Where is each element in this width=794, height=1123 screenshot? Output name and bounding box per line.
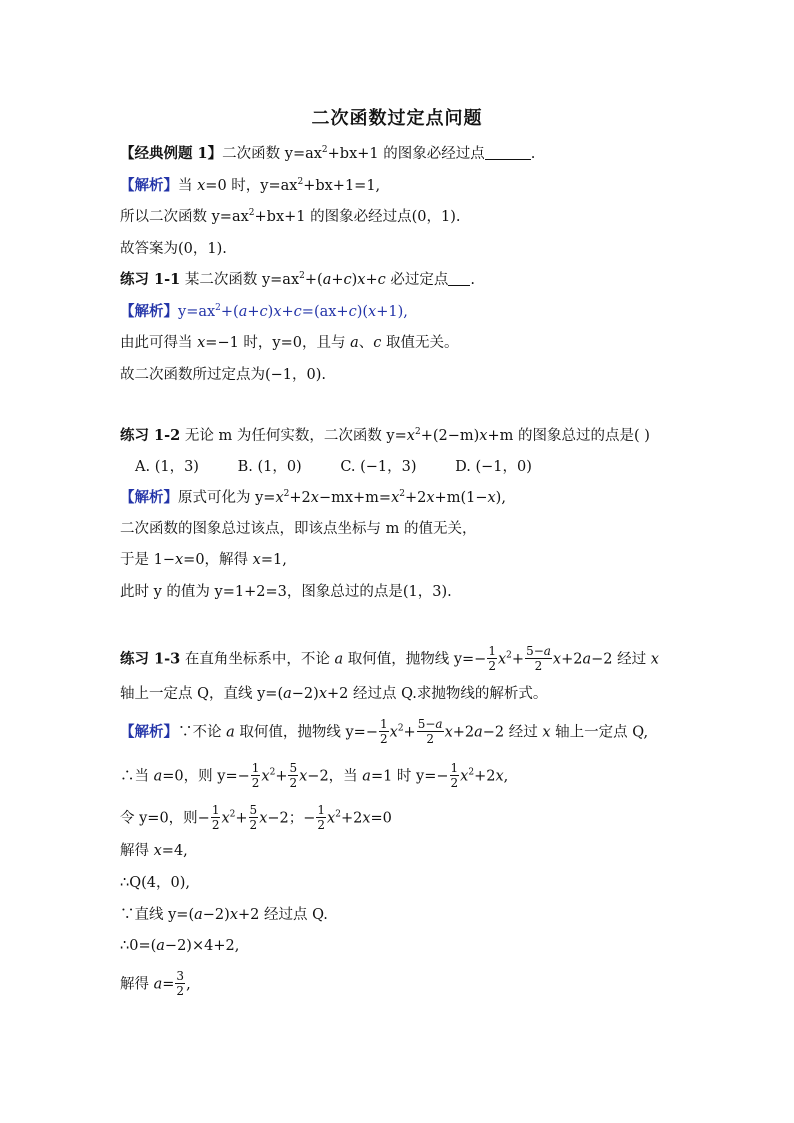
practice-1-1-question: 练习 1-1 某二次函数 $y=ax^2+(a+c)x+c$ 必过定点 . — [120, 271, 475, 288]
practice-1-3-question-line-1: 练习 1-3 在直角坐标系中，不论 a 取何值，抛物线 y=− $\frac{1}{2}$ $x^2+$ $\frac{5-a}{2}$ x+2a−2 经过 x — [120, 644, 659, 673]
option-b: B. (1，0) — [237, 459, 302, 475]
practice-1-3-answer-line-4: 解得 x=4, — [120, 843, 188, 859]
practice-1-1-answer-line-3: 故二次函数所过定点为(−1，0). — [120, 367, 327, 383]
practice-1-2-question: 练习 1-2 无论 m 为任何实数，二次函数 $y=x^2+(2-m)x+m$ 的图象总过的点是( ) — [120, 427, 650, 444]
option-a: A. (1，3) — [135, 459, 199, 475]
practice-1-3-question-line-2: 轴上一定点 Q，直线 y=(a−2)x+2 经过点 Q.求抛物线的解析式。 — [120, 686, 548, 702]
example-1-answer-line-2: 所以二次函数 $y=ax^2+bx+1$ 的图象必经过点(0，1). — [120, 208, 461, 225]
practice-1-3-answer-line-2: ∴当 a=0，则 y=− $\frac{1}{2}$ $x^2+$ $\frac{5}{2}$ x−2，当 a=1 时 y=− $\frac{1}{2}$ $x^2+2x$, — [120, 761, 509, 790]
practice-1-3-answer-line-6: ∵直线 y=(a−2)x+2 经过点 Q. — [120, 907, 328, 923]
practice-1-3-answer-line-8: 解得 a= $\frac{3}{2}$ , — [120, 969, 191, 998]
practice-1-2-answer-line-1: 【解析】原式可化为 $y=x^2+2x-mx+m=x^2+2x+m(1-x)$, — [120, 489, 506, 506]
practice-1-2-answer-line-3: 于是 1−x=0，解得 x=1, — [120, 552, 287, 568]
practice-1-1-answer-line-1: 【解析】$y=ax^2+(a+c)x+c=(ax+c)(x+1)$, — [120, 303, 408, 320]
practice-1-2-answer-line-2: 二次函数的图象总过该点，即该点坐标与 m 的值无关， — [120, 521, 477, 537]
practice-1-2-answer-line-4: 此时 y 的值为 y=1+2=3，图象总过的点是(1，3). — [120, 584, 452, 600]
example-1-answer-line-1: 【解析】当 x=0 时，$y=ax^2+bx+1=1$, — [120, 177, 381, 194]
option-d: D. (−1，0) — [455, 459, 532, 475]
practice-1-3-answer-line-3: 令 y=0，则− $\frac{1}{2}$ $x^2+$ $\frac{5}{2}$ x−2；− $\frac{1}{2}$ $x^2+2x=0$ — [120, 803, 392, 832]
practice-1-3-answer-line-5: ∴Q(4，0), — [120, 875, 190, 891]
practice-1-1-answer-line-2: 由此可得当 x=−1 时，y=0，且与 a、c 取值无关。 — [120, 335, 459, 351]
example-1-question: 【经典例题 1】二次函数 $y=ax^2+bx+1$ 的图象必经过点 . — [120, 145, 536, 162]
option-c: C. (−1，3) — [340, 459, 417, 475]
practice-1-2-options — [135, 457, 566, 477]
example-1-answer-line-3: 故答案为(0，1). — [120, 241, 227, 257]
practice-1-3-answer-line-1: 【解析】∵不论 a 取何值，抛物线 y=− $\frac{1}{2}$ $x^2+$ $\frac{5-a}{2}$ x+2a−2 经过 x 轴上一定点 Q, — [120, 717, 649, 746]
practice-1-3-answer-line-7: ∴0=(a−2)×4+2, — [120, 938, 240, 954]
page-title: 二次函数过定点问题 — [311, 108, 483, 129]
